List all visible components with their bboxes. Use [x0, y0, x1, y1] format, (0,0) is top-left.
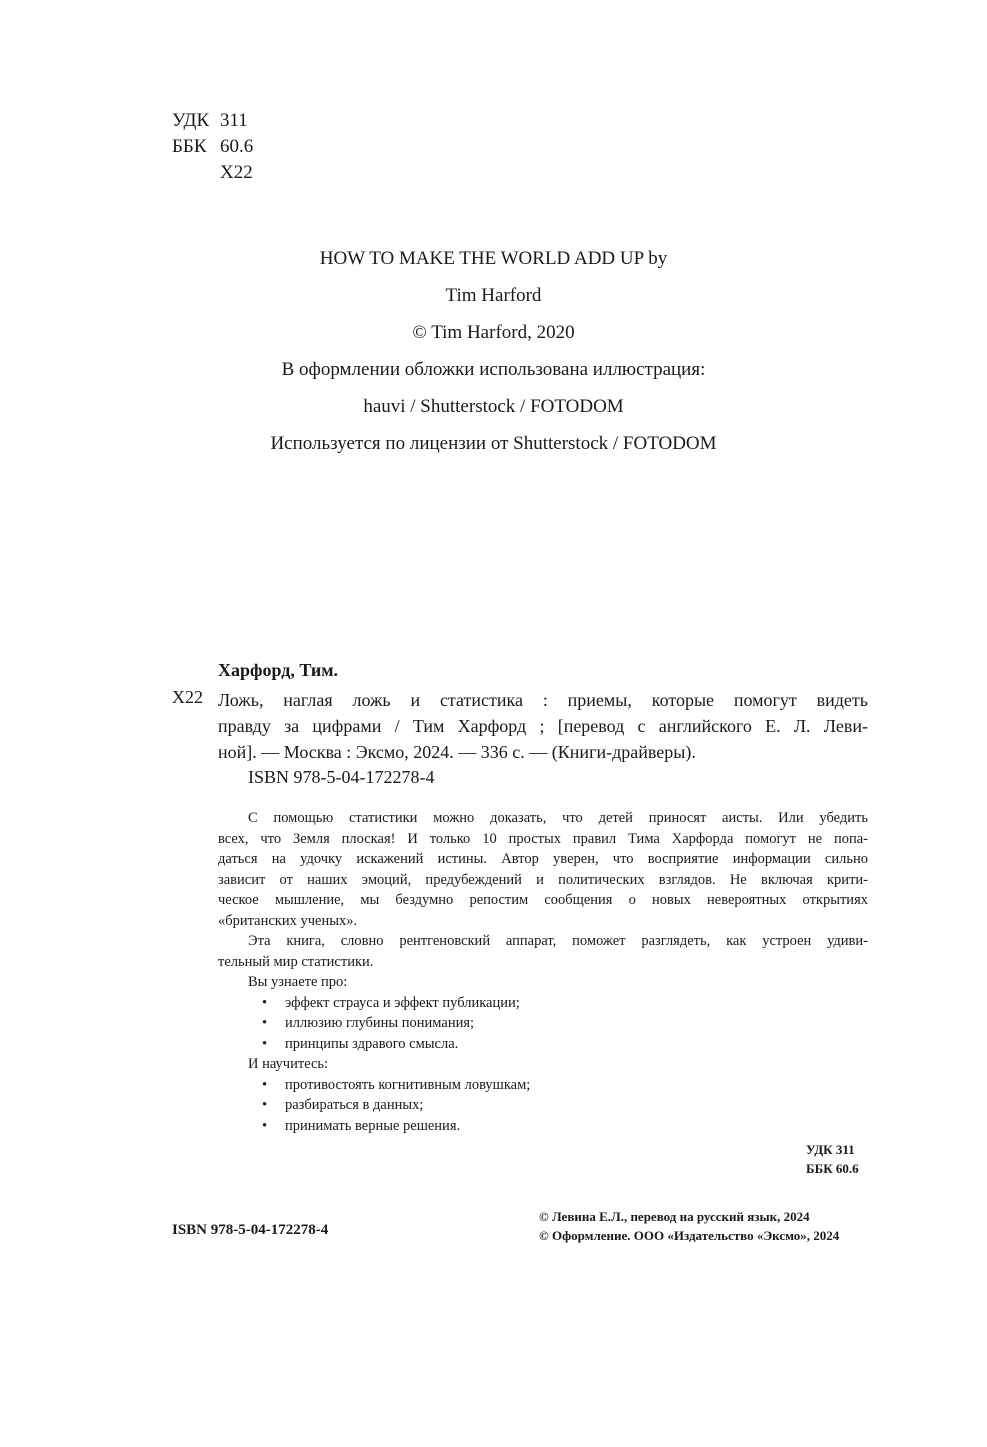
list-item: • принципы здравого смысла. — [218, 1034, 868, 1055]
illustration-credit-line: hauvi / Shutterstock / FOTODOM — [363, 396, 624, 417]
original-title-line: HOW TO MAKE THE WORLD ADD UP by — [319, 248, 668, 269]
bib-line: правду за цифрами / Тим Харфорд ; [перевод с английского Е. Л. Леви- — [218, 716, 868, 736]
footer-isbn: ISBN 978-5-04-172278-4 — [172, 1222, 329, 1238]
author-mark-line — [172, 160, 253, 186]
udc-label: УДК — [172, 110, 210, 131]
bib-code: Х22 — [172, 687, 203, 707]
list-item: • принимать верные решения. — [218, 1116, 868, 1137]
bib-isbn: ISBN 978-5-04-172278-4 — [248, 767, 435, 787]
footer-classification — [806, 1140, 859, 1178]
license-line: Используется по лицензии от Shutterstock / FOTODOM — [270, 433, 717, 454]
learn-intro: Вы узнаете про: — [248, 974, 348, 990]
bbk-line — [172, 134, 253, 160]
original-author-line: Tim Harford — [445, 285, 542, 306]
author-mark: Х22 — [220, 162, 253, 183]
bbk-label: ББК — [172, 136, 207, 157]
bullet-icon: • — [262, 1097, 268, 1113]
annotation-line: зависит от наших эмоций, предубеждений и политических взглядов. Не включая крити- — [218, 871, 868, 888]
annotation-line: С помощью статистики можно доказать, что детей приносят аисты. Или убедить — [248, 810, 868, 826]
list-item: • иллюзию глубины понимания; — [218, 1013, 868, 1034]
annotation-paragraph-2 — [218, 931, 868, 972]
bbk-value: 60.6 — [220, 136, 254, 157]
translation-copyright: © Левина Е.Л., перевод на русский язык, 2024 — [539, 1209, 810, 1224]
bullet-icon: • — [262, 1035, 268, 1052]
classification-block — [172, 108, 253, 186]
annotation-line: ческое мышление, мы бездумно репостим сообщения о новых невероятных открытиях — [218, 892, 868, 908]
bib-line: ной]. — Москва : Эксмо, 2024. — 336 с. — (Книги-драйверы). — [218, 742, 696, 762]
bib-author: Харфорд, Тим. — [218, 660, 339, 680]
original-copyright-line: © Tim Harford, 2020 — [412, 322, 575, 343]
skills-intro: И научитесь: — [248, 1056, 329, 1072]
footer-udc: УДК 311 — [806, 1142, 855, 1157]
footer-copyrights — [539, 1207, 839, 1245]
annotation-line: даться на удочку искажений истины. Автор уверен, что восприятие информации сильно — [218, 851, 868, 867]
annotation-line: всех, что Земля плоская! И только 10 простых правил Тима Харфорда помогут не попа- — [218, 830, 868, 847]
bullet-icon: • — [262, 1076, 268, 1093]
udc-value: 311 — [220, 110, 248, 131]
bib-line: Ложь, наглая ложь и статистика : приемы, которые помогут видеть — [218, 690, 868, 710]
bib-description — [218, 687, 868, 765]
annotation-line: Эта книга, словно рентгеновский аппарат, поможет разглядеть, как устроен удиви- — [248, 933, 868, 949]
skills-list — [218, 1075, 868, 1137]
cover-illustration-line: В оформлении обложки использована иллюстрация: — [281, 359, 706, 380]
design-copyright: © Оформление. ООО «Издательство «Эксмо», 2024 — [539, 1228, 840, 1243]
annotation-paragraph-1 — [218, 808, 868, 931]
annotation-line: тельный мир статистики. — [218, 953, 374, 970]
learn-list — [218, 993, 868, 1055]
list-item: • разбираться в данных; — [218, 1095, 868, 1116]
copyright-block — [0, 240, 987, 462]
list-item: • эффект страуса и эффект публикации; — [218, 993, 868, 1014]
bullet-icon: • — [262, 1015, 268, 1031]
list-item: • противостоять когнитивным ловушкам; — [218, 1075, 868, 1096]
bullet-icon: • — [262, 1117, 268, 1134]
footer-bbk: ББК 60.6 — [806, 1161, 859, 1176]
udc-line — [172, 108, 253, 134]
bullet-icon: • — [262, 994, 268, 1011]
annotation-line: «британских ученых». — [218, 912, 358, 929]
annotation — [218, 808, 868, 1136]
